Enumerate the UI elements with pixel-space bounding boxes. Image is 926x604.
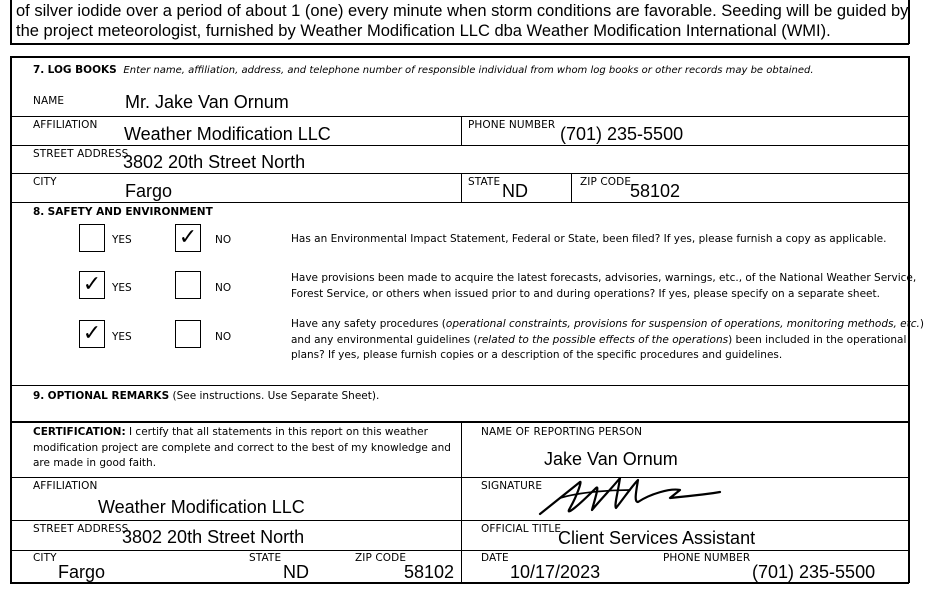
certification-statement: CERTIFICATION: I certify that all statements in this report on this weather modification project are complete and correct to the best of my knowledge and are made in good faith. (33, 426, 451, 469)
zip-value: 58102 (630, 181, 681, 201)
cert-phone-label: PHONE NUMBER (663, 552, 751, 564)
q2-yes-checkbox[interactable]: ✓ (79, 271, 105, 299)
state-label: STATE (468, 176, 501, 188)
cert-street-value: 3802 20th Street North (122, 527, 305, 547)
cert-affiliation-label: AFFILIATION (33, 480, 98, 492)
q1-text: Has an Environmental Impact Statement, Federal or State, been filed? If yes, please furnish a copy as applicable. (291, 233, 887, 245)
street-label: STREET ADDRESS (33, 148, 129, 160)
q1-yes-checkbox[interactable] (79, 224, 105, 252)
log-books-header: 7. LOG BOOKS Enter name, affiliation, address, and telephone number of responsible individual from whom log books or other records may be obtained. (33, 64, 814, 76)
city-label: CITY (33, 176, 57, 188)
reporter-label: NAME OF REPORTING PERSON (481, 426, 643, 438)
affiliation-value: Weather Modification LLC (124, 124, 331, 144)
q2-text: Have provisions been made to acquire the latest forecasts, advisories, warnings, etc., of the National Weather Service, Forest Service, or others when issued prior to and during operations? If yes, please specify on a separate sheet. (291, 272, 917, 300)
official-title-value: Client Services Assistant (558, 528, 756, 548)
state-value: ND (502, 181, 528, 201)
cert-state-label: STATE (249, 552, 282, 564)
q3-yes-checkbox[interactable]: ✓ (79, 320, 105, 348)
city-value: Fargo (125, 181, 173, 201)
q2-no-label: NO (215, 282, 232, 294)
cert-city-label: CITY (33, 552, 57, 564)
cert-street-label: STREET ADDRESS (33, 523, 129, 535)
phone-value: (701) 235-5500 (560, 124, 684, 144)
cert-zip-value: 58102 (404, 562, 455, 582)
q1-yes-label: YES (112, 234, 132, 246)
q2-yes-label: YES (112, 282, 132, 294)
phone-label: PHONE NUMBER (468, 119, 556, 131)
cert-affiliation-value: Weather Modification LLC (98, 497, 305, 517)
affiliation-label: AFFILIATION (33, 119, 98, 131)
intro-line-1: of silver iodide over a period of about 1 (one) every minute when storm conditions are favorable. Seeding will be guided by (16, 2, 909, 20)
official-title-label: OFFICIAL TITLE (481, 523, 562, 535)
reporter-value: Jake Van Ornum (544, 449, 678, 469)
intro-line-2: the project meteorologist, furnished by Weather Modification LLC dba Weather Modification International (WMI). (16, 22, 831, 40)
q3-no-label: NO (215, 331, 232, 343)
q2-no-checkbox[interactable] (175, 271, 201, 299)
remarks-header: 9. OPTIONAL REMARKS (See instructions. Use Separate Sheet). (33, 390, 380, 402)
name-label: NAME (33, 95, 65, 107)
cert-zip-label: ZIP CODE (355, 552, 407, 564)
date-label: DATE (481, 552, 509, 564)
q1-no-label: NO (215, 234, 232, 246)
cert-phone-value: (701) 235-5500 (752, 562, 876, 582)
safety-header: 8. SAFETY AND ENVIRONMENT (33, 206, 213, 218)
zip-label: ZIP CODE (580, 176, 632, 188)
q3-yes-label: YES (112, 331, 132, 343)
signature-image (520, 468, 740, 528)
signature-label: SIGNATURE (481, 480, 543, 492)
cert-city-value: Fargo (58, 562, 106, 582)
cert-state-value: ND (283, 562, 309, 582)
q1-no-checkbox[interactable]: ✓ (175, 224, 201, 252)
date-value: 10/17/2023 (510, 562, 601, 582)
street-value: 3802 20th Street North (123, 152, 306, 172)
q3-no-checkbox[interactable] (175, 320, 201, 348)
name-value: Mr. Jake Van Ornum (125, 92, 289, 112)
q3-text: Have any safety procedures (operational constraints, provisions for suspension of operations, monitoring methods, etc.) and any environmental guidelines (related to the possible effects of the operations) been included in the operational plans? If yes, please furnish copies or a description of the specific procedures and guidelines. (291, 318, 924, 361)
